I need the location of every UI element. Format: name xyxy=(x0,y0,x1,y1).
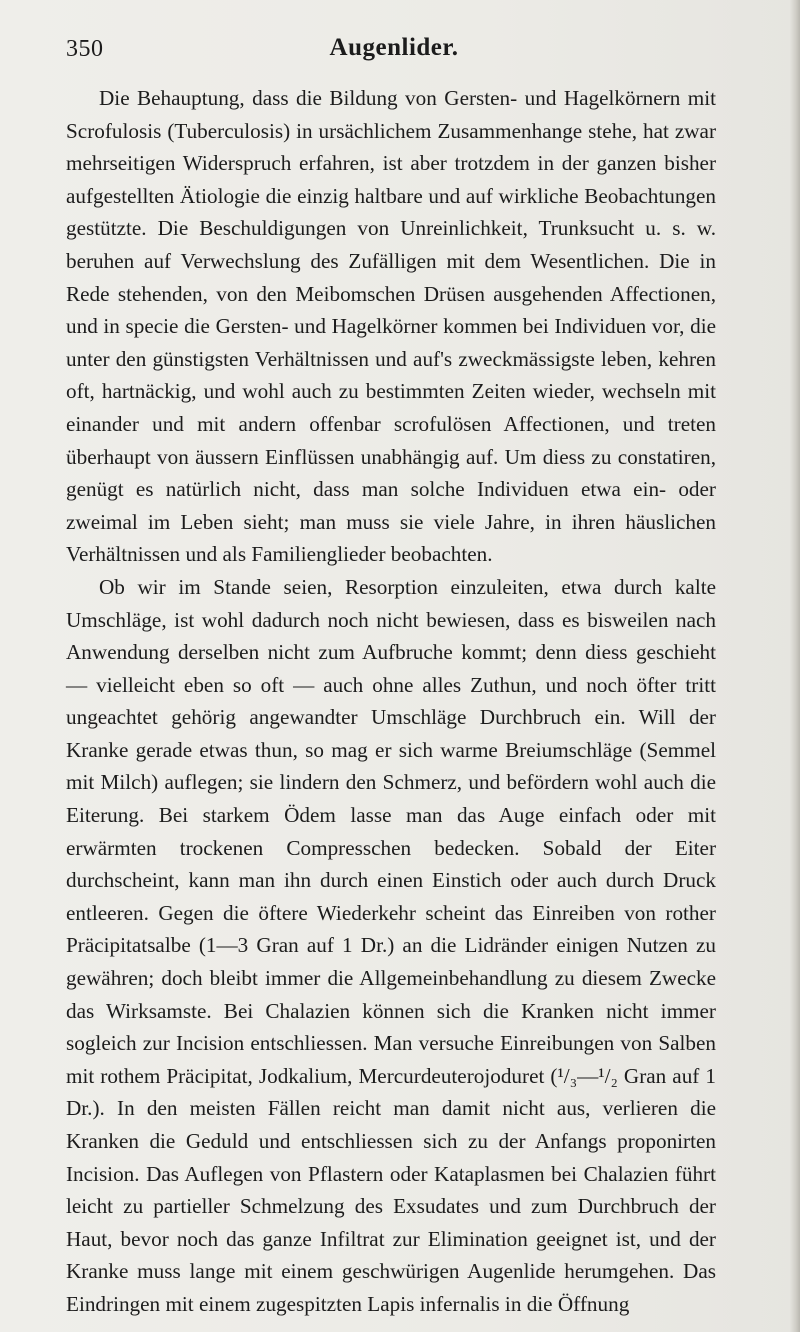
body-text xyxy=(66,82,716,1321)
page-header xyxy=(66,30,716,70)
running-head: Augenlider. xyxy=(329,34,459,61)
page-number: 350 xyxy=(66,36,104,62)
page-edge xyxy=(790,0,800,1332)
paragraph-treatment: Ob wir im Stande seien, Resorption einzuleiten, etwa durch kalte Umschläge, ist wohl dadurch noch nicht bewiesen, dass es bisweilen nach Anwendung derselben nicht zum Aufbruche kommt; denn diess geschieht — vielleicht eben so oft — auch ohne alles Zuthun, und noch öfter tritt ungeachtet gehörig angewandter Umschläge Durchbruch ein. Will der Kranke gerade etwas thun, so mag er sich warme Breiumschläge (Semmel mit Milch) auflegen; sie lindern den Schmerz, und befördern wohl auch die Eiterung. Bei starkem Ödem lasse man das Auge einfach oder mit erwärmten trockenen Compresschen bedecken. Sobald der Eiter durchscheint, kann man ihn durch einen Einstich oder auch durch Druck entleeren. Gegen die öftere Wiederkehr scheint das Einreiben von rother Präcipitatsalbe (1—3 Gran auf 1 Dr.) an die Lidränder einigen Nutzen zu gewähren; doch bleibt immer die Allgemeinbehandlung zu diesem Zwecke das Wirksamste. Bei Chalazien können sich die Kranken nicht immer sogleich zur Incision entschliessen. Man versuche Einreibungen von Salben mit rothem Präcipitat, Jodkalium, Mercurdeuterojoduret (¹/₃—¹/₂ Gran auf 1 Dr.). In den meisten Fällen reicht man damit nicht aus, verlieren die Kranken die Geduld und entschliessen sich zu der Anfangs proponirten Incision. Das Auflegen von Pflastern oder Kataplasmen bei Chalazien führt leicht zu partieller Schmelzung des Exsudates und zum Durchbruch der Haut, bevor noch das ganze Infiltrat zur Elimination geeignet ist, und der Kranke muss lange mit einem geschwürigen Augenlide herumgehen. Das Eindringen mit einem zugespitzten Lapis infernalis in die Öffnung xyxy=(66,574,716,1316)
paragraph-aetiology: Die Behauptung, dass die Bildung von Gersten- und Hagelkörnern mit Scrofulosis (Tuberculosis) in ursächlichem Zusammenhange stehe, hat zwar mehrseitigen Widerspruch erfahren, ist aber trotzdem in der ganzen bisher aufgestellten Ätiologie die einzig haltbare und auf wirkliche Beobachtungen gestützte. Die Beschuldigungen von Unreinlichkeit, Trunksucht u. s. w. beruhen auf Verwechslung des Zufälligen mit dem Wesentlichen. Die in Rede stehenden, von den Meibomschen Drüsen ausgehenden Affectionen, und in specie die Gersten- und Hagelkörner kommen bei Individuen vor, die unter den günstigsten Verhältnissen und auf's zweckmässigste leben, kehren oft, hartnäckig, und wohl auch zu bestimmten Zeiten wieder, wechseln mit einander und mit andern offenbar scrofulösen Affectionen, und treten überhaupt von äussern Einflüssen unabhängig auf. Um diess zu constatiren, genügt es natürlich nicht, dass man solche Individuen etwa ein- oder zweimal im Leben sieht; man muss sie viele Jahre, in ihren häuslichen Verhältnissen und als Familienglieder beobachten. xyxy=(66,86,716,567)
